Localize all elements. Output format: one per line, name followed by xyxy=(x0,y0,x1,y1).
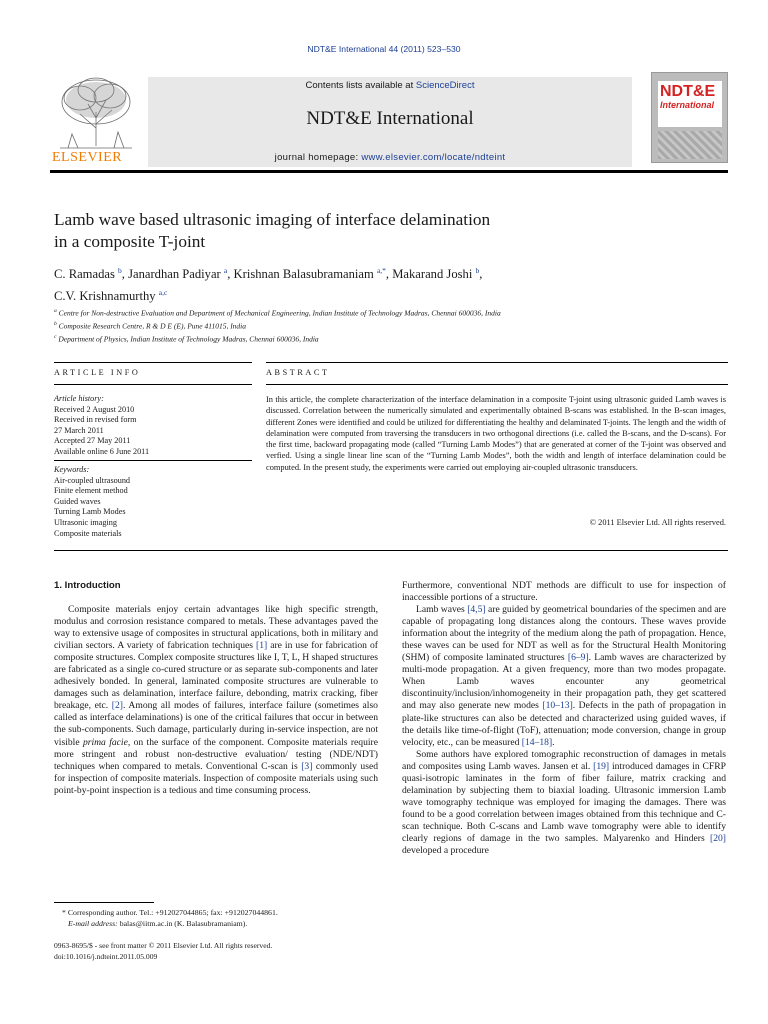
author-list: C. Ramadas $^b$, Janardhan Padiyar $^a$, Krishnan Balasubramaniam $^{a,*}$, Makarand Joshi $^b$, C.V. Krishnamurthy $^{a,c}$ xyxy=(54,266,483,303)
citation-link[interactable]: [4,5] xyxy=(467,604,486,616)
journal-cover-thumbnail xyxy=(651,72,728,163)
citation-link[interactable]: [6–9] xyxy=(567,652,589,664)
corresponding-author-footnote: * Corresponding author. Tel.: +912027044865; fax: +912027044861. E-mail address: balas@iitm.ac.in (K. Balasubramaniam). xyxy=(62,908,278,928)
citation-link[interactable]: [1] xyxy=(256,640,268,652)
affiliation: $^b$ Composite Research Centre, R & D E (E), Pune 411015, India xyxy=(54,321,247,331)
affiliation: $^c$ Department of Physics, Indian Institute of Technology Madras, Chennai 600036, India xyxy=(54,334,319,344)
section-heading-introduction: 1. Introduction xyxy=(54,580,121,591)
journal-title: NDT&E International xyxy=(306,108,474,129)
citation-link[interactable]: [20] xyxy=(710,832,726,844)
paragraph: Composite materials enjoy certain advantages like high specific strength, modulus and corrosion resistance compared to metals. These advantages paved the way to extensive usage of composites in structural applications, both in military and civilian sectors. A variety of fabrication techniques [1] are in use for fabrication of composite structures. Complex composite structures like I, T, L, H shaped structures are fabricated as a single co-cured structure or as separate sub-components and later adhesively bonded. In general, laminated composite structures are vulnerable to damages such as delamination, interface failure, debonding, matrix cracking, fiber breakage, etc. [2]. Among all modes of failures, interface failure (sometimes also called as interface delaminations) is one of the critical failures that occur in between the sub-components. Such damage, particularly during in-service inspection, are not visible prima facie, on the surface of the component. Composite materials require more stringent and robust non-destructive evaluation/ testing (NDE/NDT) techniques when compared to metals. Conventional C-scan is [3] commonly used for inspection of composite materials. Inspection of composite materials using such point-by-point inspection is a tedious and time consuming process. xyxy=(54,604,379,796)
author: Makarand Joshi $^b$ xyxy=(392,266,480,282)
abstract-rule-top xyxy=(266,362,728,363)
keyword: Ultrasonic imaging xyxy=(54,517,117,527)
article-info-rule-top xyxy=(54,362,252,363)
paper-title: Lamb wave based ultrasonic imaging of interface delamination in a composite T-joint xyxy=(54,210,491,251)
cover-subtitle: International xyxy=(660,100,715,110)
article-info-rule xyxy=(54,384,252,385)
body-column-right xyxy=(402,580,726,857)
citation-link[interactable]: [10–13] xyxy=(542,700,573,712)
abstract-text: In this article, the complete characterization of the interface delamination in a composite T-joint using ultrasonic guided Lamb waves is discussed. Correlation between the numerically simulated and experimentally obtained B-scans was established. In the B-scan images, different Zones were identified and could be utilized for differentiating the healthy and delaminated T-joints. The length and the width of delamination were computed from traversing the transducers in two orthogonal directions (i.e. called the B-scans, and the D-scans). For the first time, backward propagating mode (called “Turning Lamb Modes”) that are generated at corner of the T-joint was observed and verfied. Using a single linear line scan of the “Turning Lamb Modes”, both the width and length of interface delamination could be computed. In the present study, the experiments were carried out employing air-coupled ultrasonic transducers. xyxy=(266,395,726,472)
author: C.V. Krishnamurthy $^{a,c}$ xyxy=(54,287,168,303)
affiliations xyxy=(54,306,714,345)
keyword: Composite materials xyxy=(54,528,122,538)
cover-title: NDT&E xyxy=(660,83,716,100)
citation-link[interactable]: [19] xyxy=(593,760,610,772)
keyword: Guided waves xyxy=(54,496,101,506)
paragraph: Some authors have explored tomographic reconstruction of damages in metals and composites using Lamb waves. Jansen et al. [19] introduced damages in CFRP quasi-isotropic laminates in the form of fiber failure, matrix cracking and delamination by subjecting them to biaxial loading. Ultrasonic immersion Lamb wave tomography technique was employed for imaging the damages. There was found to be a good correlation between images obtained from this technique and C-scan technique. Both C-scans and Lamb wave tomography were able to identify clearly regions of damage in the two samples. Malyarenko and Hinders [20] developed a procedure xyxy=(402,748,726,857)
keyword: Finite element method xyxy=(54,486,128,496)
journal-reference[interactable]: NDT&E International 44 (2011) 523–530 xyxy=(307,44,461,54)
author: Janardhan Padiyar $^a$ xyxy=(128,266,228,282)
contents-line: Contents lists available at ScienceDirect xyxy=(305,80,475,91)
abstract-bottom-rule xyxy=(54,550,728,551)
abstract-heading: ABSTRACT xyxy=(266,368,330,377)
affiliation: $^a$ Centre for Non-destructive Evaluation and Department of Mechanical Engineering, Indian Institute of Technology Madras, Chennai 600036, India xyxy=(54,308,501,318)
author: C. Ramadas $^b$ xyxy=(54,266,122,282)
issn-doi: 0963-8695/$ - see front matter © 2011 Elsevier Ltd. All rights reserved. doi:10.1016/j.ndteint.2011.05.009 xyxy=(54,941,384,962)
abstract-copyright: © 2011 Elsevier Ltd. All rights reserved. xyxy=(589,518,726,527)
elsevier-wordmark: ELSEVIER xyxy=(52,150,123,165)
sciencedirect-link[interactable]: ScienceDirect xyxy=(415,80,475,91)
article-info-heading: ARTICLE INFO xyxy=(54,368,141,377)
keyword: Turning Lamb Modes xyxy=(54,507,126,517)
email-link[interactable]: balas@iitm.ac.in (K. Balasubramaniam). xyxy=(117,918,248,928)
keywords-rule xyxy=(54,460,252,461)
abstract-rule xyxy=(266,384,728,385)
keywords: Keywords: Air-coupled ultrasound Finite element method Guided waves Turning Lamb Modes Ultrasonic imaging Composite materials xyxy=(54,465,254,539)
citation-link[interactable]: [14–18] xyxy=(521,736,553,748)
paragraph-continued: Furthermore, conventional NDT methods are difficult to use for inspection of inaccessible portions of a structure. xyxy=(402,580,726,604)
paragraph: Lamb waves [4,5] are guided by geometrical boundaries of the specimen and are capable of propagating long distances along the contours. These waves provide information about the integrity of the medium along the path of propagation. Hence, these waves can be used for NDT as well as for the Structural Health Monitoring (SHM) of composite laminated structures [6–9]. Lamb waves are characterized by multi-mode propagation. At a given frequency, more than two modes propagate. When Lamb waves encounter any geometrical discontinuity/inclusion/inhomogeneity in their propagation path, they get scattered and may also generate new modes [10–13]. Defects in the path of propagation in plate-like structures can also be detected and characterized using guided waves, if the details like time-of-flight (ToF), attenuation; mode conversion, change in group velocity, etc., can be measured [14–18]. xyxy=(402,604,727,748)
citation-link[interactable]: [3] xyxy=(301,760,313,772)
footnote-rule xyxy=(54,902,154,903)
header-rule xyxy=(50,170,728,173)
homepage-link[interactable]: www.elsevier.com/locate/ndteint xyxy=(361,152,506,163)
body-column-left xyxy=(54,604,378,797)
citation-link[interactable]: [2] xyxy=(111,700,123,712)
article-history: Article history: Received 2 August 2010 Received in revised form 27 March 2011 Accepted 27 May 2011 Available online 6 June 2011 xyxy=(54,394,150,456)
author: Krishnan Balasubramaniam $^{a,*}$ xyxy=(233,266,386,282)
doi-link[interactable]: doi:10.1016/j.ndteint.2011.05.009 xyxy=(54,951,158,961)
homepage-line: journal homepage: www.elsevier.com/locate/ndteint xyxy=(274,152,506,163)
keyword: Air-coupled ultrasound xyxy=(54,475,131,485)
